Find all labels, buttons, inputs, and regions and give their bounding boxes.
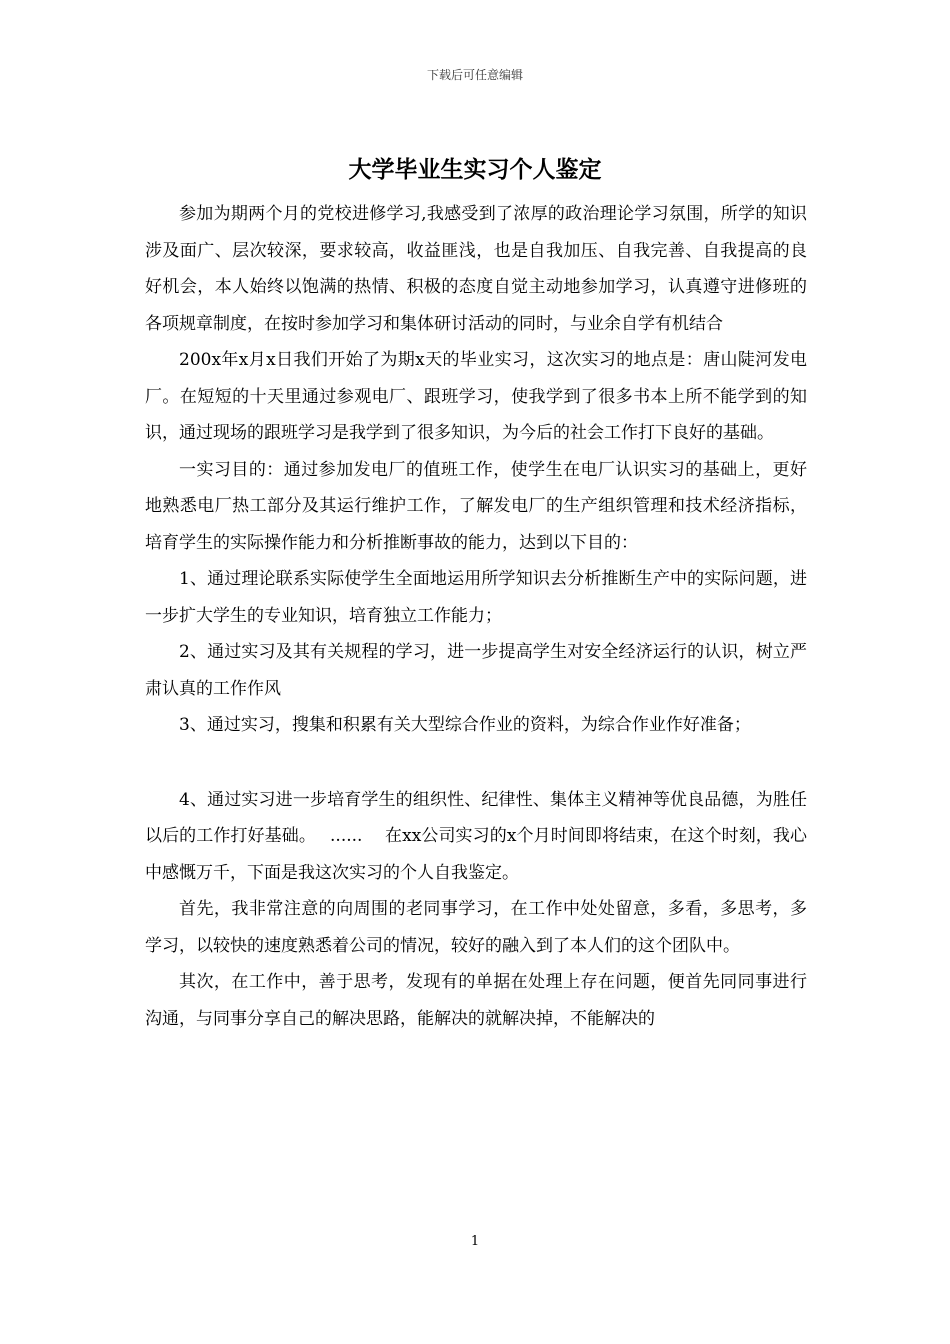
page-header: 下载后可任意编辑	[426, 68, 523, 82]
paragraph-goal-1: 1、通过理论联系实际使学生全面地运用所学知识去分析推断生产中的实际问题，进一步扩大学生的专业知识，培育独立工作能力；	[145, 569, 807, 626]
paragraph-second: 其次，在工作中，善于思考，发现有的单据在处理上存在问题，便首先同同事进行沟通，与同事分享自己的解决思路，能解决的就解决掉，不能解决的	[145, 972, 807, 1029]
paragraph-goal-2: 2、通过实习及其有关规程的学习，进一步提高学生对安全经济运行的认识，树立严肃认真的工作作风	[145, 642, 807, 699]
document-body	[145, 196, 807, 1037]
paragraph-goal-4: 4、通过实习进一步培育学生的组织性、纪律性、集体主义精神等优良品德，为胜任以后的工作打好基础。 ...... 在xx公司实习的x个月时间即将结束，在这个时刻，我心中感慨万千，下面是我这次实习的个人自我鉴定。	[145, 789, 807, 883]
document-title: 大学毕业生实习个人鉴定	[348, 156, 602, 183]
paragraph-intro: 参加为期两个月的党校进修学习,我感受到了浓厚的政治理论学习氛围，所学的知识涉及面广、层次较深，要求较高，收益匪浅，也是自我加压、自我完善、自我提高的良好机会，本人始终以饱满的热情、积极的态度自觉主动地参加学习，认真遵守进修班的各项规章制度，在按时参加学习和集体研讨活动的同时，与业余自学有机结合	[145, 204, 807, 334]
page-number: 1	[470, 1234, 480, 1249]
paragraph-first: 首先，我非常注意的向周围的老同事学习，在工作中处处留意，多看，多思考，多学习，以较快的速度熟悉着公司的情况，较好的融入到了本人们的这个团队中。	[145, 899, 807, 956]
paragraph-goal-3: 3、通过实习，搜集和积累有关大型综合作业的资料，为综合作业作好准备；	[179, 715, 751, 735]
paragraph-internship-purpose: 一实习目的：通过参加发电厂的值班工作，使学生在电厂认识实习的基础上，更好地熟悉电厂热工部分及其运行维护工作，了解发电厂的生产组织管理和技术经济指标，培育学生的实际操作能力和分析推断事故的能力，达到以下目的：	[145, 459, 807, 553]
paragraph-internship-overview: 200x年x月x日我们开始了为期x天的毕业实习，这次实习的地点是：唐山陡河发电厂。在短短的十天里通过参观电厂、跟班学习，使我学到了很多书本上所不能学到的知识，通过现场的跟班学习是我学到了很多知识，为今后的社会工作打下良好的基础。	[145, 350, 807, 443]
